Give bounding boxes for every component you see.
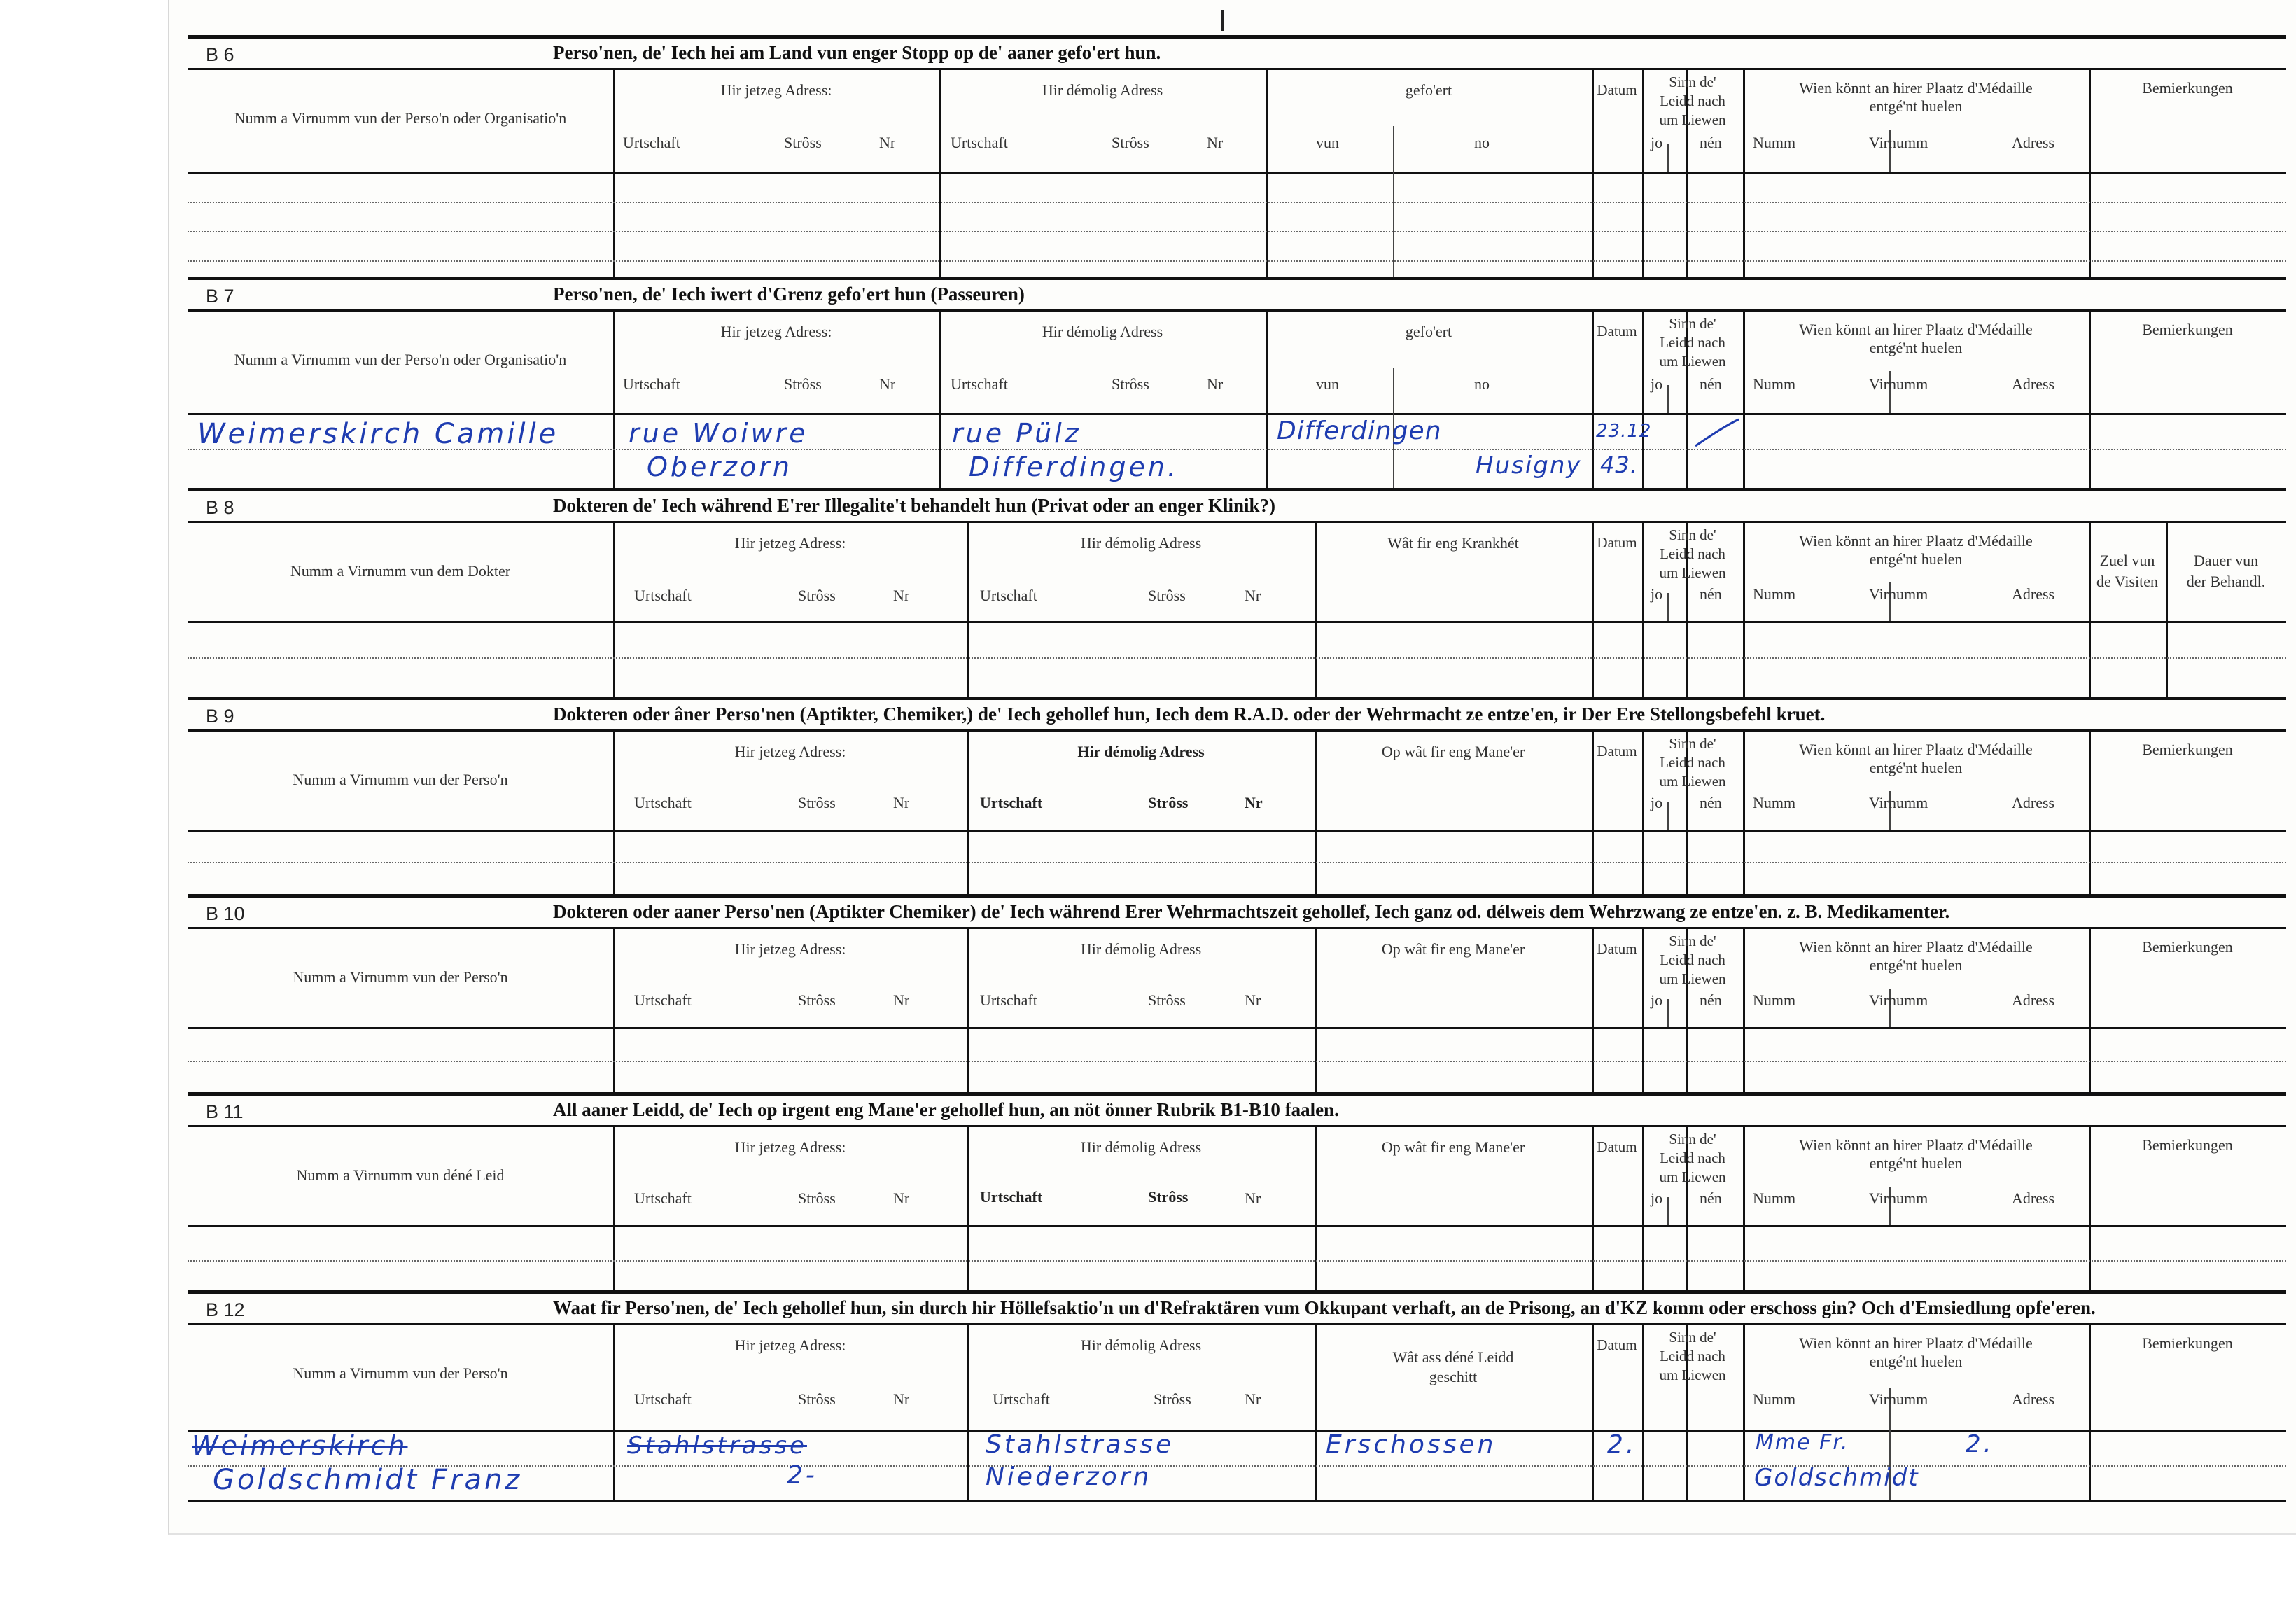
header-jo: jo bbox=[1651, 585, 1663, 603]
entry-datum-year: 43. bbox=[1600, 452, 1638, 478]
header-sinn-3: um Liewen bbox=[1659, 1367, 1726, 1383]
header-virnumm: Virnumm bbox=[1869, 1189, 1928, 1207]
header-jetzeg: Hir jetzeg Adress: bbox=[734, 743, 846, 760]
header-geschitt-1: Wât ass déné Leidd bbox=[1392, 1348, 1514, 1366]
entry-name: Weimerskirch Camille bbox=[197, 418, 559, 450]
header-vun: vun bbox=[1316, 375, 1339, 393]
entry-medaille-name: Mme Fr. bbox=[1756, 1430, 1849, 1455]
header-jetzeg: Hir jetzeg Adress: bbox=[734, 1336, 846, 1354]
section-b8 bbox=[188, 488, 2286, 700]
entry-name: Goldschmidt Franz bbox=[213, 1464, 523, 1496]
header-nr: Nr bbox=[1207, 375, 1224, 393]
section-grid bbox=[188, 1127, 2286, 1292]
entry-demolig-street: Stahlstrasse bbox=[986, 1430, 1175, 1459]
entry-jetzeg-town: Oberzorn bbox=[647, 452, 792, 482]
header-adress: Adress bbox=[2012, 794, 2055, 811]
header-datum: Datum bbox=[1597, 323, 1637, 340]
header-nr: Nr bbox=[1207, 134, 1224, 151]
header-adress: Adress bbox=[2012, 1390, 2055, 1408]
section-b9 bbox=[188, 697, 2286, 898]
header-urtschaft: Urtschaft bbox=[634, 587, 692, 604]
header-sinn-2: Leidd nach bbox=[1660, 334, 1726, 351]
header-urtschaft: Urtschaft bbox=[993, 1390, 1050, 1408]
header-nr: Nr bbox=[893, 991, 910, 1009]
header-stross: Strôss bbox=[798, 1189, 836, 1207]
header-stross: Strôss bbox=[798, 1390, 836, 1408]
check-mark-stroke bbox=[1693, 415, 1742, 450]
header-urtschaft: Urtschaft bbox=[951, 134, 1008, 151]
header-numm: Numm bbox=[1753, 1390, 1796, 1408]
header-nr: Nr bbox=[879, 134, 896, 151]
header-sinn-2: Leidd nach bbox=[1660, 951, 1726, 968]
entry-name-struck: Weimerskirch bbox=[192, 1430, 408, 1461]
header-jetzeg: Hir jetzeg Adress: bbox=[734, 940, 846, 958]
header-sinn-3: um Liewen bbox=[1659, 353, 1726, 370]
header-nr: Nr bbox=[893, 587, 910, 604]
header-jo: jo bbox=[1651, 794, 1663, 811]
header-manear: Op wât fir eng Mane'er bbox=[1381, 1138, 1525, 1156]
section-header bbox=[188, 39, 2286, 70]
header-demolig: Hir démolig Adress bbox=[1080, 1336, 1202, 1354]
header-sinn-2: Leidd nach bbox=[1660, 754, 1726, 771]
header-sinn-2: Leidd nach bbox=[1660, 1348, 1726, 1364]
header-medaille-2: entgé'nt huelen bbox=[1869, 97, 1963, 115]
header-manear: Op wât fir eng Mane'er bbox=[1381, 940, 1525, 958]
header-name: Numm a Virnumm vun der Perso'n bbox=[293, 968, 508, 986]
header-urtschaft: Urtschaft bbox=[623, 375, 680, 393]
entry-demolig-town: Niederzorn bbox=[986, 1462, 1152, 1491]
header-urtschaft: Urtschaft bbox=[634, 991, 692, 1009]
header-name: Numm a Virnumm vun der Perso'n oder Organisatio'n bbox=[234, 109, 567, 127]
header-jetzeg: Hir jetzeg Adress: bbox=[720, 81, 832, 99]
top-mark bbox=[1221, 10, 1224, 31]
section-b7 bbox=[188, 277, 2286, 491]
header-stross: Strôss bbox=[1148, 587, 1186, 604]
header-medaille-2: entgé'nt huelen bbox=[1869, 759, 1963, 776]
header-datum: Datum bbox=[1597, 1138, 1637, 1155]
header-medaille-2: entgé'nt huelen bbox=[1869, 1353, 1963, 1370]
header-nr: Nr bbox=[1245, 794, 1263, 811]
header-dauer-1: Dauer vun bbox=[2193, 552, 2259, 569]
header-numm: Numm bbox=[1753, 375, 1796, 393]
section-header bbox=[188, 491, 2286, 523]
section-code: B 6 bbox=[206, 44, 234, 65]
section-grid bbox=[188, 929, 2286, 1094]
entry-demolig-town: Differdingen. bbox=[969, 452, 1180, 482]
header-name: Numm a Virnumm vun déné Leid bbox=[296, 1166, 505, 1184]
header-demolig: Hir démolig Adress bbox=[1080, 940, 1202, 958]
header-urtschaft: Urtschaft bbox=[980, 1188, 1043, 1206]
header-sinn-1: Sinn de' bbox=[1669, 735, 1716, 752]
header-nen: nén bbox=[1700, 585, 1722, 603]
section-grid bbox=[188, 523, 2286, 699]
header-nen: nén bbox=[1700, 375, 1722, 393]
header-numm: Numm bbox=[1753, 1189, 1796, 1207]
header-bemierkungen: Bemierkungen bbox=[2142, 938, 2233, 956]
header-stross: Strôss bbox=[798, 587, 836, 604]
header-medaille-1: Wien könnt an hirer Plaatz d'Médaille bbox=[1799, 1136, 2033, 1154]
header-medaille-1: Wien könnt an hirer Plaatz d'Médaille bbox=[1799, 1334, 2033, 1352]
section-grid bbox=[188, 70, 2286, 279]
header-nr: Nr bbox=[893, 1189, 910, 1207]
header-numm: Numm bbox=[1753, 991, 1796, 1009]
header-zuel-1: Zuel vun bbox=[2099, 552, 2155, 569]
header-medaille-2: entgé'nt huelen bbox=[1869, 1154, 1963, 1172]
header-urtschaft: Urtschaft bbox=[634, 794, 692, 811]
header-medaille-1: Wien könnt an hirer Plaatz d'Médaille bbox=[1799, 321, 2033, 338]
header-sinn-3: um Liewen bbox=[1659, 111, 1726, 128]
header-nen: nén bbox=[1700, 794, 1722, 811]
header-demolig: Hir démolig Adress bbox=[1080, 534, 1202, 552]
section-code: B 9 bbox=[206, 706, 234, 727]
section-header bbox=[188, 1294, 2286, 1325]
header-bemierkungen: Bemierkungen bbox=[2142, 79, 2233, 97]
header-bemierkungen: Bemierkungen bbox=[2142, 321, 2233, 338]
entry-medaille-adress: 2. bbox=[1966, 1430, 1994, 1458]
header-urtschaft: Urtschaft bbox=[623, 134, 680, 151]
header-jo: jo bbox=[1651, 375, 1663, 393]
header-nr: Nr bbox=[893, 794, 910, 811]
header-jetzeg: Hir jetzeg Adress: bbox=[734, 534, 846, 552]
header-nen: nén bbox=[1700, 134, 1722, 151]
header-sinn-3: um Liewen bbox=[1659, 564, 1726, 581]
section-code: B 10 bbox=[206, 903, 245, 924]
header-sinn-1: Sinn de' bbox=[1669, 1131, 1716, 1147]
header-urtschaft: Urtschaft bbox=[980, 794, 1043, 811]
header-virnumm: Virnumm bbox=[1869, 375, 1928, 393]
header-datum: Datum bbox=[1597, 940, 1637, 957]
section-code: B 7 bbox=[206, 286, 234, 307]
header-name: Numm a Virnumm vun dem Dokter bbox=[290, 562, 511, 580]
header-medaille-1: Wien könnt an hirer Plaatz d'Médaille bbox=[1799, 938, 2033, 956]
section-b10 bbox=[188, 894, 2286, 1096]
header-adress: Adress bbox=[2012, 585, 2055, 603]
header-virnumm: Virnumm bbox=[1869, 794, 1928, 811]
header-stross: Strôss bbox=[1154, 1390, 1191, 1408]
section-title: Dokteren de' Iech während E'rer Illegalite't behandelt hun (Privat oder an enger Klinik?) bbox=[553, 495, 1276, 516]
header-sinn-3: um Liewen bbox=[1659, 1168, 1726, 1185]
header-sinn-2: Leidd nach bbox=[1660, 92, 1726, 109]
header-no: no bbox=[1474, 134, 1490, 151]
header-bemierkungen: Bemierkungen bbox=[2142, 1334, 2233, 1352]
header-manear: Op wât fir eng Mane'er bbox=[1381, 743, 1525, 760]
header-virnumm: Virnumm bbox=[1869, 134, 1928, 151]
header-nen: nén bbox=[1700, 991, 1722, 1009]
header-numm: Numm bbox=[1753, 585, 1796, 603]
header-sinn-1: Sinn de' bbox=[1669, 74, 1716, 90]
section-title: Dokteren oder âner Perso'nen (Aptikter, Chemiker,) de' Iech gehollef hun, Iech dem R.A.D. oder der Wehrmacht ze entze'en, ir Der Ere Stellongsbefehl kruet. bbox=[553, 704, 1826, 725]
header-demolig: Hir démolig Adress bbox=[1077, 743, 1205, 760]
header-nr: Nr bbox=[1245, 1390, 1261, 1408]
form-sheet bbox=[188, 35, 2286, 1498]
header-urtschaft: Urtschaft bbox=[634, 1189, 692, 1207]
header-gefoert: gefo'ert bbox=[1405, 323, 1452, 340]
header-jo: jo bbox=[1651, 991, 1663, 1009]
header-nr: Nr bbox=[1245, 587, 1261, 604]
header-nen: nén bbox=[1700, 1189, 1722, 1207]
header-nr: Nr bbox=[1245, 991, 1261, 1009]
header-sinn-1: Sinn de' bbox=[1669, 526, 1716, 543]
header-dauer-2: der Behandl. bbox=[2186, 573, 2266, 590]
section-b12 bbox=[188, 1290, 2286, 1504]
entry-geschitt: Erschossen bbox=[1326, 1430, 1497, 1459]
header-adress: Adress bbox=[2012, 375, 2055, 393]
section-code: B 11 bbox=[206, 1101, 244, 1122]
header-urtschaft: Urtschaft bbox=[951, 375, 1008, 393]
header-stross: Strôss bbox=[1112, 375, 1149, 393]
entry-jetzeg-nr: 2- bbox=[787, 1461, 818, 1490]
header-vun: vun bbox=[1316, 134, 1339, 151]
section-title: Dokteren oder aaner Perso'nen (Aptikter Chemiker) de' Iech während Erer Wehrmachtszeit gehollef, Iech ganz od. délweis dem Wehrzwang ze entze'en. z. B. Medikamenter. bbox=[553, 901, 1950, 922]
header-jo: jo bbox=[1651, 134, 1663, 151]
section-header bbox=[188, 898, 2286, 929]
header-gefoert: gefo'ert bbox=[1405, 81, 1452, 99]
header-jetzeg: Hir jetzeg Adress: bbox=[720, 323, 832, 340]
header-datum: Datum bbox=[1597, 534, 1637, 551]
section-b11 bbox=[188, 1092, 2286, 1294]
header-adress: Adress bbox=[2012, 1189, 2055, 1207]
header-no: no bbox=[1474, 375, 1490, 393]
section-code: B 12 bbox=[206, 1299, 245, 1320]
section-b6 bbox=[188, 35, 2286, 280]
section-title: Perso'nen, de' Iech hei am Land vun enger Stopp op de' aaner gefo'ert hun. bbox=[553, 42, 1161, 63]
header-name: Numm a Virnumm vun der Perso'n oder Organisatio'n bbox=[234, 351, 567, 368]
header-demolig: Hir démolig Adress bbox=[1042, 323, 1163, 340]
header-demolig: Hir démolig Adress bbox=[1080, 1138, 1202, 1156]
header-bemierkungen: Bemierkungen bbox=[2142, 1136, 2233, 1154]
header-virnumm: Virnumm bbox=[1869, 585, 1928, 603]
header-datum: Datum bbox=[1597, 1336, 1637, 1353]
section-grid bbox=[188, 1325, 2286, 1502]
header-nr: Nr bbox=[879, 375, 896, 393]
header-geschitt-2: geschitt bbox=[1429, 1368, 1478, 1385]
header-sinn-2: Leidd nach bbox=[1660, 545, 1726, 562]
header-medaille-2: entgé'nt huelen bbox=[1869, 339, 1963, 356]
header-stross: Strôss bbox=[784, 134, 822, 151]
header-numm: Numm bbox=[1753, 794, 1796, 811]
header-stross: Strôss bbox=[1148, 991, 1186, 1009]
header-medaille-1: Wien könnt an hirer Plaatz d'Médaille bbox=[1799, 741, 2033, 758]
header-urtschaft: Urtschaft bbox=[980, 587, 1037, 604]
entry-vun: Differdingen bbox=[1277, 417, 1442, 445]
header-stross: Strôss bbox=[798, 991, 836, 1009]
header-jetzeg: Hir jetzeg Adress: bbox=[734, 1138, 846, 1156]
section-title: Perso'nen, de' Iech iwert d'Grenz gefo'ert hun (Passeuren) bbox=[553, 284, 1025, 305]
section-grid bbox=[188, 732, 2286, 896]
header-urtschaft: Urtschaft bbox=[634, 1390, 692, 1408]
header-sinn-3: um Liewen bbox=[1659, 773, 1726, 790]
header-sinn-3: um Liewen bbox=[1659, 970, 1726, 987]
section-title: All aaner Leidd, de' Iech op irgent eng Mane'er gehollef hun, an nöt önner Rubrik B1-B10 faalen. bbox=[553, 1099, 1339, 1120]
header-medaille-2: entgé'nt huelen bbox=[1869, 550, 1963, 568]
section-grid bbox=[188, 312, 2286, 490]
header-medaille-1: Wien könnt an hirer Plaatz d'Médaille bbox=[1799, 79, 2033, 97]
header-zuel-2: de Visiten bbox=[2096, 573, 2159, 590]
entry-jetzeg-street: rue Woiwre bbox=[629, 418, 808, 449]
header-virnumm: Virnumm bbox=[1869, 1390, 1928, 1408]
header-nr: Nr bbox=[1245, 1189, 1261, 1207]
entry-no: Husigny bbox=[1476, 452, 1582, 480]
header-sinn-2: Leidd nach bbox=[1660, 1150, 1726, 1166]
header-datum: Datum bbox=[1597, 743, 1637, 760]
header-sinn-1: Sinn de' bbox=[1669, 1329, 1716, 1346]
section-header bbox=[188, 700, 2286, 732]
header-sinn-1: Sinn de' bbox=[1669, 933, 1716, 949]
header-name: Numm a Virnumm vun der Perso'n bbox=[293, 771, 508, 788]
entry-datum: 2. bbox=[1607, 1430, 1637, 1459]
header-stross: Strôss bbox=[784, 375, 822, 393]
entry-demolig-street: rue Pülz bbox=[952, 418, 1082, 449]
entry-medaille-name2: Goldschmidt bbox=[1754, 1464, 1919, 1492]
header-adress: Adress bbox=[2012, 991, 2055, 1009]
entry-datum-day: 23.12 bbox=[1596, 421, 1652, 442]
section-header bbox=[188, 1096, 2286, 1127]
header-stross: Strôss bbox=[798, 794, 836, 811]
header-krankhet: Wât fir eng Krankhét bbox=[1387, 534, 1519, 552]
header-virnumm: Virnumm bbox=[1869, 991, 1928, 1009]
section-code: B 8 bbox=[206, 497, 234, 518]
header-sinn-1: Sinn de' bbox=[1669, 315, 1716, 332]
header-numm: Numm bbox=[1753, 134, 1796, 151]
header-urtschaft: Urtschaft bbox=[980, 991, 1037, 1009]
section-title: Waat fir Perso'nen, de' Iech gehollef hun, sin durch hir Höllefsaktio'n un d'Refraktären vum Okkupant verhaft, an de Prisong, an d'KZ komm oder erschoss gin? Och d'Emsiedlung opfe'eren. bbox=[553, 1297, 2096, 1318]
header-adress: Adress bbox=[2012, 134, 2055, 151]
header-name: Numm a Virnumm vun der Perso'n bbox=[293, 1364, 508, 1382]
header-demolig: Hir démolig Adress bbox=[1042, 81, 1163, 99]
header-medaille-1: Wien könnt an hirer Plaatz d'Médaille bbox=[1799, 532, 2033, 550]
header-datum: Datum bbox=[1597, 81, 1637, 98]
header-stross: Strôss bbox=[1112, 134, 1149, 151]
header-bemierkungen: Bemierkungen bbox=[2142, 741, 2233, 758]
section-header bbox=[188, 280, 2286, 312]
entry-jetzeg-struck: Stahlstrasse bbox=[627, 1432, 807, 1460]
header-stross: Strôss bbox=[1148, 1188, 1189, 1206]
header-stross: Strôss bbox=[1148, 794, 1189, 811]
header-nr: Nr bbox=[893, 1390, 910, 1408]
header-medaille-2: entgé'nt huelen bbox=[1869, 956, 1963, 974]
header-jo: jo bbox=[1651, 1189, 1663, 1207]
